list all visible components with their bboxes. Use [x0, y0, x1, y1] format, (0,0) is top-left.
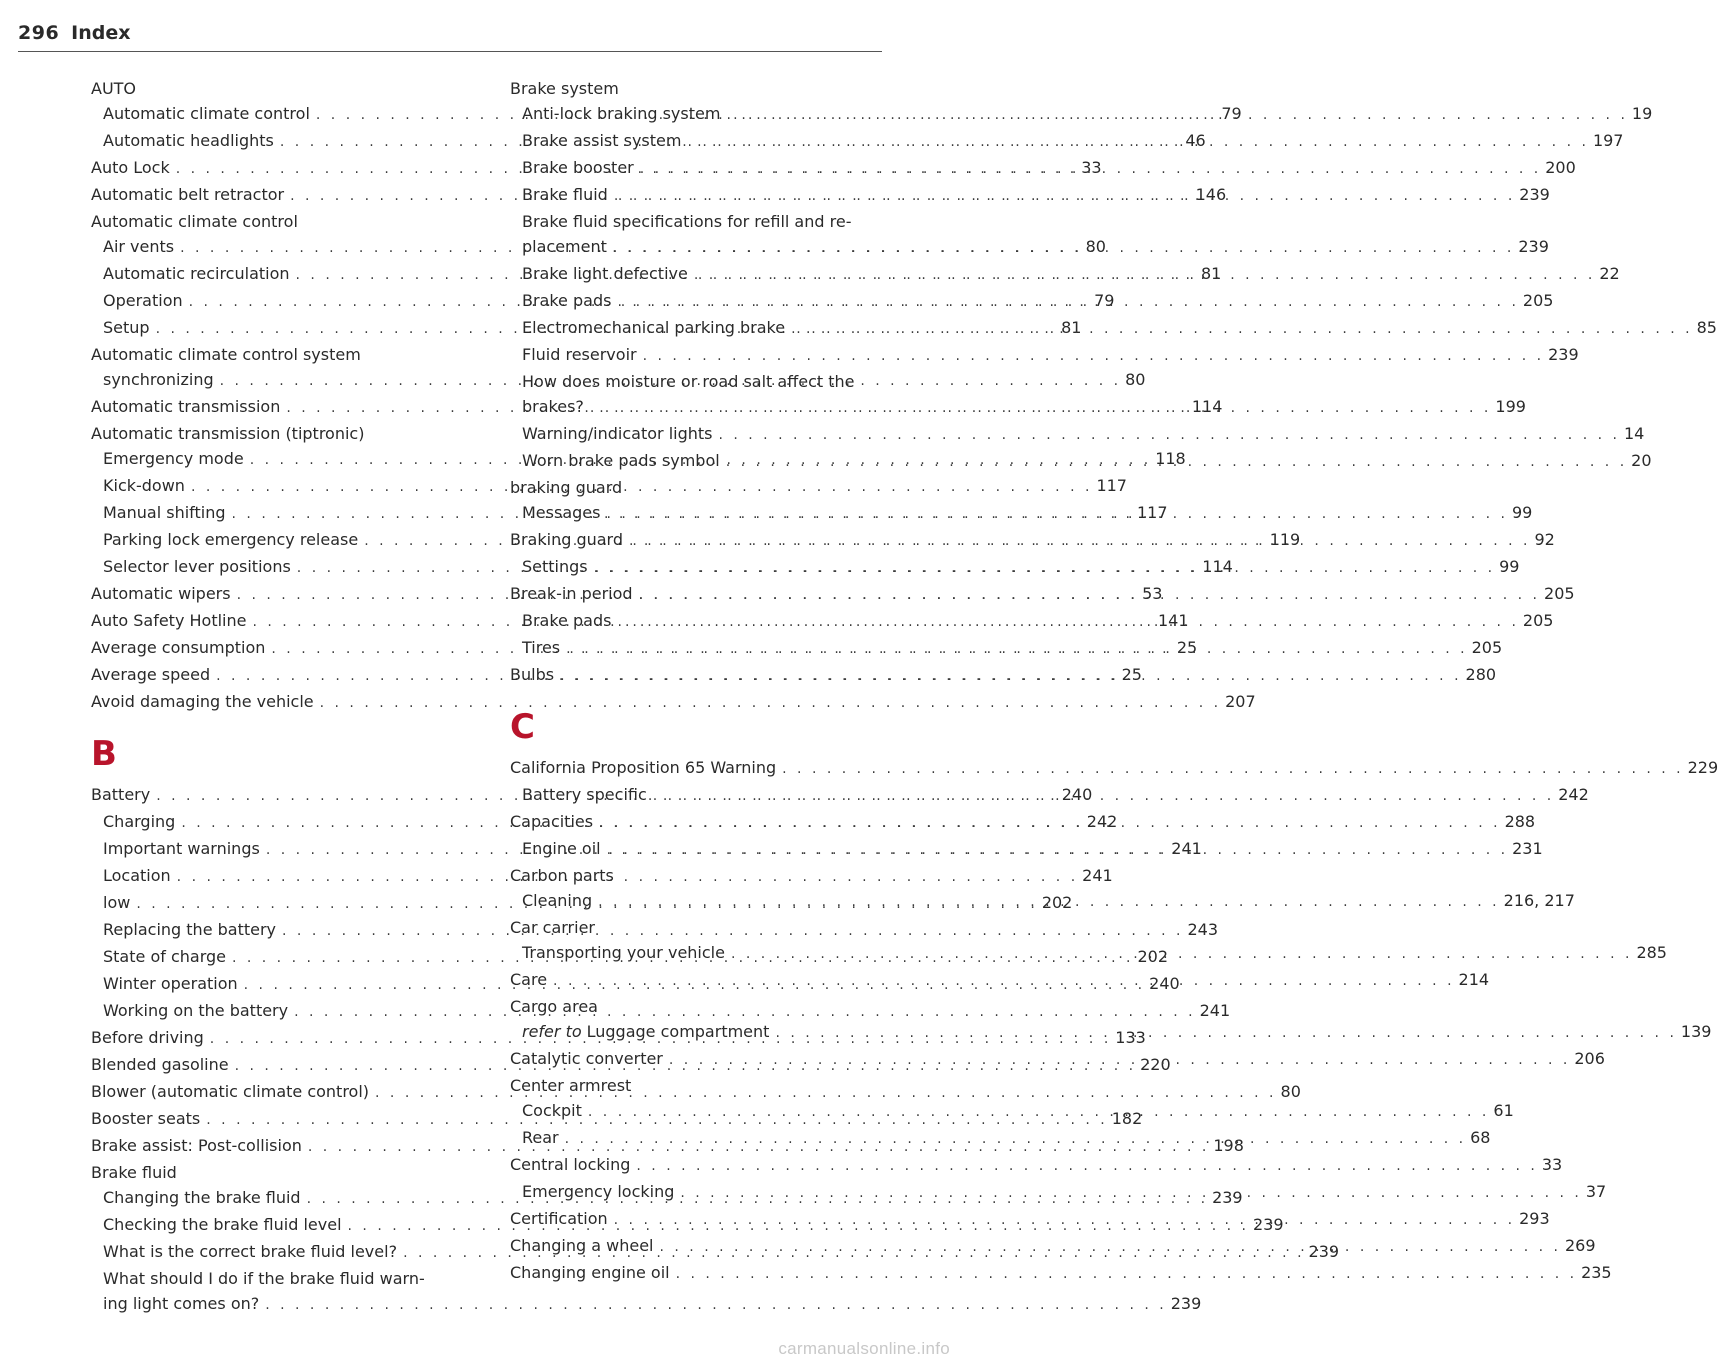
page-reference[interactable]: 117	[1137, 503, 1168, 522]
page-reference[interactable]: 81	[1061, 318, 1082, 337]
entry-label	[103, 288, 183, 313]
page-reference[interactable]: 239	[1170, 1294, 1202, 1313]
page-reference[interactable]: 114	[1191, 397, 1223, 416]
entry-text: Tires	[522, 638, 561, 657]
entry-text: Battery	[91, 785, 151, 804]
entry-label	[510, 527, 623, 552]
entry-text: Worn brake pads symbol	[522, 451, 720, 470]
dot-leader	[653, 784, 1554, 809]
entry-label	[522, 940, 725, 965]
index-subentry-line: What should I do if the brake fluid warn-	[103, 1269, 425, 1288]
entry-text: Selector lever positions	[103, 557, 291, 576]
entry-label	[103, 998, 288, 1023]
entry-label	[103, 1291, 259, 1316]
entry-label	[522, 1098, 582, 1123]
index-entry[interactable]	[510, 1260, 1612, 1287]
entry-label	[103, 101, 310, 126]
entry-label	[103, 944, 226, 969]
index-entry[interactable]	[510, 1152, 1563, 1179]
entry-label	[522, 888, 592, 913]
entry-label	[522, 1179, 674, 1204]
page-reference[interactable]: 288	[1504, 812, 1536, 831]
dot-leader	[607, 838, 1508, 863]
index-subentry[interactable]	[510, 342, 1579, 369]
entry-label	[103, 446, 244, 471]
page-reference[interactable]: 14	[1623, 424, 1645, 443]
entry-label	[103, 971, 238, 996]
page-reference[interactable]: 146	[1195, 185, 1227, 204]
dot-leader	[687, 130, 1588, 155]
entry-label	[510, 967, 547, 992]
page-reference[interactable]: 205	[1522, 291, 1554, 310]
page-reference[interactable]: 61	[1493, 1101, 1514, 1120]
index-heading: Brake system	[510, 79, 619, 98]
dot-leader	[594, 556, 1495, 581]
entry-text: Blended gasoline	[91, 1055, 229, 1074]
index-heading: Automatic climate control	[91, 212, 298, 231]
entry-label	[522, 128, 681, 153]
entry-text: Transporting your vehicle	[522, 943, 725, 962]
entry-text: State of charge	[103, 947, 226, 966]
dot-leader	[669, 1048, 1570, 1073]
entry-label	[510, 662, 554, 687]
dot-leader	[617, 610, 1518, 635]
entry-label	[522, 182, 608, 207]
entry-label	[103, 128, 274, 153]
page-reference[interactable]: 239	[1519, 185, 1550, 204]
entry-text: Kick-down	[103, 476, 185, 495]
dot-leader	[636, 1154, 1537, 1179]
entry-label	[103, 836, 260, 861]
entry-text: Booster seats	[91, 1109, 201, 1128]
page-title: Index	[71, 22, 131, 44]
page-reference[interactable]: 22	[1599, 264, 1620, 283]
entry-text: Before driving	[91, 1028, 204, 1047]
entry-text: placement	[522, 237, 607, 256]
index-entry[interactable]	[510, 755, 1718, 782]
dot-leader	[598, 890, 1499, 915]
page-reference[interactable]: 33	[1081, 158, 1102, 177]
dot-leader	[718, 423, 1619, 448]
entry-label	[91, 1052, 229, 1077]
dot-leader	[629, 529, 1530, 554]
entry-label	[510, 1233, 654, 1258]
entry-label	[103, 1185, 301, 1210]
entry-text: Braking guard	[510, 530, 624, 549]
entry-label	[510, 581, 633, 606]
index-heading: Brake fluid	[91, 1163, 177, 1182]
entry-label	[522, 1019, 769, 1044]
index-entry[interactable]	[91, 689, 1256, 716]
page-reference[interactable]: 182	[1111, 1109, 1143, 1128]
entry-label	[91, 689, 314, 714]
entry-text: What is the correct brake fluid level?	[103, 1242, 398, 1261]
entry-text: Checking the brake fluid level	[103, 1215, 342, 1234]
page-reference[interactable]: 19	[1631, 104, 1653, 123]
entry-text: Winter operation	[103, 974, 238, 993]
entry-text: Automatic belt retractor	[91, 185, 285, 204]
entry-text: Automatic recirculation	[103, 264, 290, 283]
entry-text: Avoid damaging the vehicle	[91, 692, 314, 711]
entry-label	[522, 500, 600, 525]
page-reference[interactable]: 37	[1585, 1182, 1607, 1201]
entry-text: Central locking	[510, 1155, 631, 1174]
page-reference[interactable]: 239	[1518, 237, 1549, 256]
index-subentry[interactable]	[510, 421, 1645, 448]
page-reference[interactable]: 81	[1201, 264, 1222, 283]
header-divider	[18, 51, 882, 52]
entry-text: Replacing the battery	[103, 920, 277, 939]
page-reference[interactable]: 133	[1115, 1028, 1146, 1047]
entry-label	[103, 809, 175, 834]
entry-label	[522, 836, 601, 861]
page-reference[interactable]: 53	[1142, 584, 1163, 603]
page-reference[interactable]: 80	[1085, 237, 1106, 256]
page-reference[interactable]: 280	[1465, 665, 1497, 684]
entry-text: low	[103, 893, 131, 912]
entry-text: Catalytic converter	[510, 1049, 663, 1068]
entry-label	[103, 473, 185, 498]
page-reference[interactable]: 117	[1096, 476, 1127, 495]
dot-leader	[614, 184, 1515, 209]
entry-text: Fluid reservoir	[522, 345, 637, 364]
entry-text: Air vents	[103, 237, 175, 256]
entry-label	[522, 155, 634, 180]
entry-text: Operation	[103, 291, 183, 310]
page-reference[interactable]: 202	[1041, 893, 1073, 912]
entry-text: Brake pads	[522, 291, 612, 310]
entry-label	[510, 809, 593, 834]
dot-leader	[640, 157, 1541, 182]
index-heading: Carbon parts	[510, 866, 614, 885]
dot-leader	[553, 969, 1454, 994]
page-reference[interactable]: 25	[1176, 638, 1198, 657]
page-header	[18, 22, 131, 44]
entry-label	[522, 448, 720, 473]
entry-text: Rear	[522, 1128, 559, 1147]
entry-label	[522, 315, 785, 340]
entry-text: Brake assist: Post-collision	[91, 1136, 302, 1155]
entry-label	[91, 155, 170, 180]
entry-text: Average speed	[91, 665, 211, 684]
page-reference[interactable]: 231	[1512, 839, 1543, 858]
index-heading: Center armrest	[510, 1076, 632, 1095]
page-reference[interactable]: 199	[1495, 397, 1526, 416]
page-reference[interactable]: 25	[1121, 665, 1142, 684]
page-reference[interactable]: 197	[1592, 131, 1624, 150]
entry-label	[510, 1152, 630, 1177]
page-reference[interactable]: 33	[1541, 1155, 1563, 1174]
page-reference[interactable]: 285	[1636, 943, 1667, 962]
cross-reference-prefix: refer to	[522, 1022, 582, 1041]
entry-label	[103, 234, 174, 259]
index-heading: Automatic climate control system	[91, 345, 361, 364]
entry-text: Cockpit	[522, 1101, 582, 1120]
page-reference[interactable]: 85	[1696, 318, 1717, 337]
index-section-letter: C	[510, 707, 535, 747]
dot-leader	[590, 396, 1491, 421]
dot-leader	[560, 664, 1461, 689]
dot-leader	[613, 236, 1514, 261]
page-reference[interactable]: 139	[1680, 1022, 1712, 1041]
entry-text: Changing a wheel	[510, 1236, 654, 1255]
page-reference[interactable]: 229	[1687, 758, 1718, 777]
index-heading: AUTO	[91, 79, 137, 98]
page-reference[interactable]: 92	[1534, 530, 1555, 549]
entry-label	[522, 101, 720, 126]
entry-text: Emergency mode	[103, 449, 244, 468]
entry-label	[522, 421, 712, 446]
dot-leader	[265, 1293, 1166, 1318]
page-reference[interactable]: 241	[1199, 1001, 1231, 1020]
index-subentry-line: Brake fluid specifications for refill and re-	[522, 212, 852, 231]
entry-text: Brake light defective	[522, 264, 688, 283]
entry-text: Warning/indicator lights	[522, 424, 713, 443]
entry-text: Electromechanical parking brake	[522, 318, 786, 337]
dot-leader	[694, 263, 1595, 288]
dot-leader	[676, 1262, 1577, 1287]
page-reference[interactable]: 205	[1471, 638, 1503, 657]
page-reference[interactable]: 202	[1137, 947, 1169, 966]
dot-leader	[565, 1127, 1466, 1152]
page-reference[interactable]: 207	[1225, 692, 1256, 711]
page-reference[interactable]: 240	[1149, 974, 1180, 993]
entry-text: Automatic wipers	[91, 584, 231, 603]
page-reference[interactable]: 119	[1269, 530, 1301, 549]
page-reference[interactable]: 200	[1545, 158, 1576, 177]
page-reference[interactable]: 239	[1308, 1242, 1340, 1261]
entry-text: Automatic climate control	[103, 104, 310, 123]
entry-text: Blower (automatic climate control)	[91, 1082, 370, 1101]
page-reference[interactable]: 293	[1519, 1209, 1550, 1228]
entry-text: Important warnings	[103, 839, 260, 858]
page-reference[interactable]: 220	[1140, 1055, 1171, 1074]
entry-label	[91, 182, 284, 207]
page-reference[interactable]: 214	[1458, 970, 1490, 989]
page-reference[interactable]: 205	[1544, 584, 1575, 603]
index-subentry-line: How does moisture or road salt affect the	[522, 372, 855, 391]
entry-label	[510, 1206, 608, 1231]
entry-text: Bulbs	[510, 665, 555, 684]
dot-leader	[614, 1208, 1515, 1233]
dot-leader	[726, 450, 1627, 475]
entry-label	[91, 394, 280, 419]
entry-label	[91, 581, 231, 606]
entry-label	[91, 1025, 204, 1050]
entry-label	[510, 755, 776, 780]
entry-label	[522, 608, 611, 633]
page-reference[interactable]: 241	[1171, 839, 1202, 858]
entry-text: Brake assist system	[522, 131, 682, 150]
entry-label	[522, 261, 688, 286]
entry-label	[103, 917, 276, 942]
entry-text: Auto Lock	[91, 158, 170, 177]
dot-leader	[660, 1235, 1561, 1260]
page-reference[interactable]: 242	[1558, 785, 1589, 804]
page-reference[interactable]: 198	[1213, 1136, 1244, 1155]
index-heading: Automatic transmission (tiptronic)	[91, 424, 365, 443]
entry-text: Average consumption	[91, 638, 266, 657]
entry-text: Setup	[103, 318, 150, 337]
entry-text: California Proposition 65 Warning	[510, 758, 777, 777]
entry-text: Changing the brake fluid	[103, 1188, 301, 1207]
entry-text: Automatic headlights	[103, 131, 274, 150]
watermark: carmanualsonline.info	[778, 1339, 950, 1358]
index-heading: Cargo area	[510, 997, 598, 1016]
entry-label	[91, 1133, 302, 1158]
entry-text: Settings	[522, 557, 588, 576]
entry-label	[103, 527, 358, 552]
entry-label	[522, 782, 647, 807]
entry-text: Manual shifting	[103, 503, 226, 522]
entry-label	[103, 890, 130, 915]
entry-label	[522, 288, 611, 313]
dot-leader	[726, 103, 1627, 128]
entry-label	[91, 782, 150, 807]
entry-text: synchronizing	[103, 370, 214, 389]
dot-leader	[731, 942, 1632, 967]
entry-text: Emergency locking	[522, 1182, 675, 1201]
entry-label	[91, 608, 246, 633]
dot-leader	[606, 502, 1507, 527]
index-subentry[interactable]	[91, 1291, 1202, 1318]
dot-leader	[782, 757, 1683, 782]
dot-leader	[617, 290, 1518, 315]
entry-text: Brake pads	[522, 611, 612, 630]
entry-text: Location	[103, 866, 171, 885]
page-reference[interactable]: 240	[1061, 785, 1093, 804]
page-reference[interactable]: 79	[1094, 291, 1115, 310]
entry-text: Certification	[510, 1209, 608, 1228]
entry-text: Brake fluid	[522, 185, 608, 204]
entry-text: Break-in period	[510, 584, 633, 603]
page-reference[interactable]: 235	[1581, 1263, 1612, 1282]
page-reference[interactable]: 99	[1499, 557, 1520, 576]
entry-label	[510, 1260, 670, 1285]
entry-text: Charging	[103, 812, 176, 831]
entry-label	[522, 635, 560, 660]
entry-label	[522, 342, 637, 367]
entry-text: Care	[510, 970, 548, 989]
entry-label	[103, 1212, 342, 1237]
entry-text: Auto Safety Hotline	[91, 611, 247, 630]
dot-leader	[775, 1021, 1676, 1046]
entry-label	[103, 261, 290, 286]
page-reference[interactable]: 114	[1202, 557, 1233, 576]
entry-label	[510, 1046, 663, 1071]
entry-text: ing light comes on?	[103, 1294, 260, 1313]
index-section-letter: B	[91, 734, 117, 774]
entry-label	[103, 367, 214, 392]
entry-text: brakes?	[522, 397, 584, 416]
entry-text: Luggage compartment	[586, 1022, 770, 1041]
page-reference[interactable]: 46	[1185, 131, 1206, 150]
page-reference[interactable]: 118	[1155, 449, 1186, 468]
page-reference[interactable]: 80	[1125, 370, 1146, 389]
entry-text: Engine oil	[522, 839, 601, 858]
page-reference[interactable]: 141	[1157, 611, 1189, 630]
entry-text: Working on the battery	[103, 1001, 289, 1020]
page-reference[interactable]: 80	[1280, 1082, 1301, 1101]
entry-text: Changing engine oil	[510, 1263, 670, 1282]
page-reference[interactable]: 269	[1564, 1236, 1596, 1255]
entry-label	[91, 1079, 369, 1104]
page-number: 296	[18, 22, 60, 44]
page-reference[interactable]: 239	[1548, 345, 1579, 364]
entry-label	[91, 635, 265, 660]
index-heading: braking guard	[510, 478, 623, 497]
page-reference[interactable]: 243	[1187, 920, 1219, 939]
entry-label	[103, 500, 226, 525]
entry-label	[91, 1106, 200, 1131]
page-reference[interactable]: 99	[1511, 503, 1533, 522]
page-reference[interactable]: 239	[1212, 1188, 1243, 1207]
dot-leader	[588, 1100, 1489, 1125]
page-reference[interactable]: 216, 217	[1503, 891, 1575, 910]
page-reference[interactable]: 241	[1082, 866, 1113, 885]
dot-leader	[791, 317, 1692, 342]
index-heading: Car carrier	[510, 918, 595, 937]
dot-leader	[639, 583, 1540, 608]
entry-label	[103, 554, 291, 579]
page-reference[interactable]: 205	[1522, 611, 1554, 630]
dot-leader	[680, 1181, 1581, 1206]
entry-label	[522, 394, 584, 419]
dot-leader	[599, 811, 1500, 836]
page-reference[interactable]: 206	[1574, 1049, 1605, 1068]
entry-text: Capacities	[510, 812, 594, 831]
page-reference[interactable]: 242	[1086, 812, 1118, 831]
page-reference[interactable]: 79	[1221, 104, 1242, 123]
entry-text: Battery specific	[522, 785, 647, 804]
page-reference[interactable]: 239	[1253, 1215, 1284, 1234]
entry-label	[522, 234, 607, 259]
entry-text: Anti-lock braking system	[522, 104, 721, 123]
page-reference[interactable]: 68	[1470, 1128, 1491, 1147]
entry-text: Cleaning	[522, 891, 593, 910]
entry-text: Brake booster	[522, 158, 634, 177]
entry-text: Automatic transmission	[91, 397, 281, 416]
entry-label	[522, 1125, 559, 1150]
entry-label	[91, 662, 210, 687]
entry-text: Messages	[522, 503, 601, 522]
entry-label	[103, 315, 150, 340]
entry-label	[103, 863, 171, 888]
entry-label	[103, 1239, 397, 1264]
entry-label	[522, 554, 588, 579]
entry-text: Parking lock emergency release	[103, 530, 359, 549]
dot-leader	[643, 344, 1544, 369]
page-reference[interactable]: 20	[1631, 451, 1652, 470]
dot-leader	[566, 637, 1467, 662]
